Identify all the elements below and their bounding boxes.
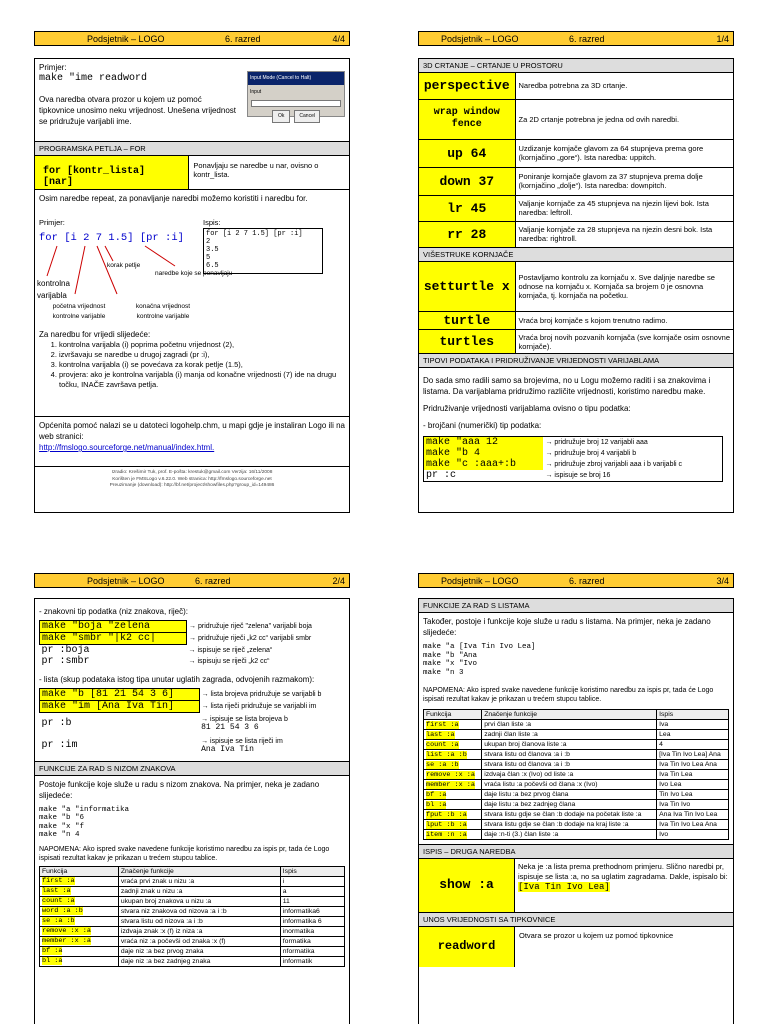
list-desc: → lista brojeva pridružuje se varijabli b: [201, 691, 322, 698]
list-output: Ana Iva Tin: [201, 744, 254, 754]
3d-commands-table: [419, 73, 733, 248]
function-meaning: daje listu :a bez zadnjeg člana: [482, 800, 657, 810]
function-name: remove :x :a: [426, 770, 475, 779]
function-meaning: stvara listu od nizova :a i :b: [118, 916, 280, 926]
function-output: Ivo Lea: [657, 780, 729, 790]
function-name: item :n :a: [426, 830, 467, 839]
cmd-setturtle: setturtle x: [419, 262, 515, 312]
list-desc: → ispisuje se lista riječi im: [201, 737, 283, 745]
section-for: PROGRAMSKA PETLJA – FOR: [35, 141, 349, 156]
function-name: count :a: [426, 740, 459, 749]
cmd-readword: readword: [419, 927, 515, 967]
function-name: word :a :b: [42, 907, 83, 915]
list-functions-text: Također, postoje i funkcije koje služe u radu s listama. Na primjer, neka je zadano slijedeće:: [423, 617, 711, 637]
list-output: 81 21 54 3 6: [201, 722, 259, 732]
list-desc-cell: [199, 735, 344, 757]
annotation-konacna: konačna vrijednost kontrolne varijable: [135, 303, 191, 320]
table-row: [40, 876, 345, 886]
footer-line: Izradio: Krešimir Tuk, prof. E-pošta: krestuk@gmail.com Verzija: 16/11/2008: [111, 470, 273, 475]
function-name: last :a: [426, 730, 455, 739]
cmd-perspective: perspective: [419, 73, 515, 99]
function-output: inormatika: [280, 926, 344, 936]
table-row: [40, 956, 345, 966]
annotation-naredbe: naredbe koje se ponavljaju: [155, 270, 233, 277]
output-line: 5: [206, 254, 211, 262]
table-row: [424, 810, 729, 820]
function-meaning: prvi član liste :a: [482, 720, 657, 730]
header-title: Podsjetnik – LOGO: [87, 34, 165, 44]
string-setup-code: make "a "informatika make "b "6 make "x "f make "n 4: [39, 805, 130, 839]
for-intro: Osim naredbe repeat, za ponavljanje naredbi možemo koristiti i naredbu for.: [39, 194, 308, 203]
list-setup-code: make "a [Iva Tin Ivo Lea] make "b "Ana make "x "Ivo make "n 3: [423, 643, 536, 677]
function-meaning: stvara listu od članova :a i :b: [482, 750, 657, 760]
function-output: formatika: [280, 936, 344, 946]
table-row: [40, 906, 345, 916]
string-note: NAPOMENA: Ako ispred svake navedene funkcije koristimo naredbu za ispis pr, tada će Logo ispisati rezultat kakav je prikazan u trećem stupcu tablice.: [39, 845, 330, 862]
function-name: se :a :b: [426, 760, 459, 769]
page-3: [418, 598, 734, 1024]
cmd-lr: lr 45: [419, 195, 515, 221]
list-note: NAPOMENA: Ako ispred svake navedene funkcije koristimo naredbu za ispis pr, tada će Logo ispisati rezultat kakav je prikazan u trećem stupcu tablice.: [423, 687, 714, 703]
page-number: 3/4: [716, 576, 729, 586]
page-header: [418, 573, 734, 588]
output-line: 3.5: [206, 246, 219, 254]
numeric-desc: → pridružuje broj 12 varijabli aaa: [545, 439, 648, 446]
section-show: ISPIS – DRUGA NAREDBA: [419, 844, 733, 859]
table-row: [424, 780, 729, 790]
list-cmd: make "b [81 21 54 3 6]: [40, 689, 200, 701]
list-desc-cell: [199, 713, 344, 735]
list-cmd: make "im [Ana Iva Tin]: [40, 701, 200, 713]
header-title: Podsjetnik – LOGO: [87, 576, 165, 586]
header-title: Podsjetnik – LOGO: [441, 576, 519, 586]
output-line: 6.5: [206, 262, 219, 270]
ok-button[interactable]: Ok: [272, 110, 290, 123]
list-cmd: pr :b: [41, 718, 72, 730]
function-meaning: ukupan broj znakova u nizu :a: [118, 896, 280, 906]
function-name: bl :a: [426, 800, 447, 809]
string-functions-text: Postoje funkcije koje služe u radu s nizom znakova. Na primjer, neka je zadano slijedeće:: [39, 779, 320, 800]
rule-item: 2. izvršavaju se naredbe u drugoj zagradi (pr :i),: [59, 350, 345, 360]
numeric-desc: → pridružuje zbroj varijabli aaa i b varijabli c: [545, 461, 683, 468]
numeric-cmd: make "aaa 12: [424, 437, 544, 449]
header-grade: 6. razred: [569, 576, 605, 586]
table-row: [424, 750, 729, 760]
section-input: UNOS VRIJEDNOSTI SA TIPKOVNICE: [419, 913, 733, 927]
annotation-kontrolna: kontrolna varijabla: [37, 279, 70, 300]
string-type-title: - znakovni tip podatka (niz znakova, riječ):: [39, 607, 188, 616]
table-row: [40, 926, 345, 936]
th-function: Funkcija: [424, 710, 482, 720]
header-grade: 6. razred: [569, 34, 605, 44]
table-row: [424, 830, 729, 840]
dialog-title: Input Mode (Cancel to Halt): [248, 72, 344, 85]
cmd-description: Uzdizanje kornjače glavom za 64 stupnjeva prema gore (kornjačino „gore“). Ista naredba: uppitch.: [515, 139, 733, 167]
header-grade: 6. razred: [195, 576, 231, 586]
table-row: [424, 820, 729, 830]
function-output: Iva Tin Ivo Lea Ana: [657, 820, 729, 830]
cmd-description: Valjanje kornjače za 45 stupnjeva na njezin lijevi bok. Ista naredba: leftroll.: [515, 195, 733, 221]
table-row: [424, 740, 729, 750]
function-meaning: daje niz :a bez prvog znaka: [118, 946, 280, 956]
function-name: last :a: [42, 887, 71, 895]
numeric-desc: → pridružuje broj 4 varijabli b: [545, 450, 637, 457]
function-output: Iva Tin Lea: [657, 770, 729, 780]
string-functions-table: [39, 866, 345, 967]
cmd-description: Za 2D crtanje potrebna je jedna od ovih naredbi.: [515, 99, 733, 139]
cmd-wrap-label: wrap window fence: [433, 107, 500, 130]
function-meaning: daje niz :a bez zadnjeg znaka: [118, 956, 280, 966]
function-name: se :a :b: [42, 917, 75, 925]
function-name: bl :a: [42, 957, 63, 965]
function-output: informatik: [280, 956, 344, 966]
cmd-description: Valjanje kornjače za 28 stupnjeva na njezin desni bok. Ista naredba: rightroll.: [515, 221, 733, 247]
header-title: Podsjetnik – LOGO: [441, 34, 519, 44]
function-meaning: izdvaja znak :x (f) iz niza :a: [118, 926, 280, 936]
function-output: nformatika: [280, 946, 344, 956]
table-row: [40, 946, 345, 956]
function-name: first :a: [426, 720, 459, 729]
string-desc: → pridružuje riječ "zelena" varijabli boja: [189, 623, 312, 630]
function-name: bf :a: [426, 790, 447, 799]
string-cmd: make "boja "zelena: [40, 621, 187, 633]
dialog-input[interactable]: [251, 100, 341, 107]
show-output: [Iva Tin Ivo Lea]: [518, 882, 610, 892]
list-desc: → ispisuje se lista brojeva b: [201, 715, 288, 723]
string-cmd: pr :boja: [41, 645, 90, 656]
table-row: [40, 886, 345, 896]
rule-item: 3. kontrolna varijabla (i) se povećava za korak petlje (1.5),: [59, 360, 345, 370]
function-output: 11: [280, 896, 344, 906]
function-output: informatika6: [280, 906, 344, 916]
table-row: [424, 770, 729, 780]
function-output: Tin Ivo Lea: [657, 790, 729, 800]
annotation-pocetna: početna vrijednost kontrolne varijable: [52, 303, 106, 320]
cancel-button[interactable]: Cancel: [294, 110, 320, 123]
output-label: Ispis:: [203, 218, 221, 227]
numeric-cmd: make "c :aaa+:b: [424, 459, 544, 470]
th-output: Ispis: [657, 710, 729, 720]
function-meaning: izdvaja član :x (Ivo) od liste :a: [482, 770, 657, 780]
numeric-cmd: pr :c: [426, 470, 457, 481]
function-name: bf :a: [42, 947, 63, 955]
list-desc: → lista riječi pridružuje se varijabli im: [201, 703, 317, 710]
string-desc: → ispisuje se riječ „zelena“: [188, 646, 273, 654]
function-output: i: [280, 876, 344, 886]
for-example: for [i 2 7 1.5] [pr :i]: [39, 232, 184, 244]
page-1: [418, 58, 734, 513]
table-row: [424, 730, 729, 740]
function-output: [Iva Tin Ivo Lea] Ana: [657, 750, 729, 760]
cmd-description: Poniranje kornjače glavom za 37 stupnjeva prema dolje (kornjačino „dolje“). Ista naredba: downpitch.: [515, 167, 733, 195]
footer-line: Korišten je FMSLogo v.6.22.0. Web stranica: http://fmslogo.sourceforge.net: [112, 476, 272, 482]
th-meaning: Značenje funkcije: [482, 710, 657, 720]
table-row: [40, 896, 345, 906]
header-grade: 6. razred: [225, 34, 261, 44]
cmd-rr: rr 28: [419, 221, 515, 247]
function-meaning: stvara listu gdje se član :b dodaje na početak liste :a: [482, 810, 657, 820]
table-row: [424, 760, 729, 770]
page-number: 2/4: [332, 576, 345, 586]
for-description: Ponavljaju se naredbe u nar, ovisno o kontr_lista.: [193, 161, 319, 179]
th-output: Ispis: [280, 866, 344, 876]
function-output: Iva Tin Ivo: [657, 800, 729, 810]
function-output: Iva: [657, 720, 729, 730]
cmd-up: up 64: [419, 139, 515, 167]
list-cmd: pr :im: [41, 740, 78, 751]
readword-description: Otvara se prozor u kojem uz pomoć tipkovnice: [519, 931, 674, 940]
table-row: [40, 916, 345, 926]
function-name: fput :b :a: [426, 810, 467, 819]
rule-item: 1. kontrolna varijabla (i) poprima početnu vrijednost (2),: [59, 340, 345, 350]
cmd-wrap-window-fence: [419, 99, 515, 139]
numeric-desc: → ispisuje se broj 16: [545, 472, 611, 479]
page-number: 4/4: [332, 34, 345, 44]
function-name: first :a: [42, 877, 75, 885]
numeric-examples: [423, 436, 723, 482]
example-label: Primjer:: [39, 63, 67, 72]
function-output: 4: [657, 740, 729, 750]
table-row: [424, 800, 729, 810]
annotation-korak: korak petlje: [107, 262, 141, 269]
output-line: for [i 2 7 1.5] [pr :i]: [206, 230, 303, 238]
section-turtles: VIŠESTRUKE KORNJAČE: [419, 248, 733, 262]
function-meaning: stvara niz znakova od nizova :a i :b: [118, 906, 280, 916]
page-header: [34, 573, 350, 588]
output-box: [203, 228, 323, 274]
page-number: 1/4: [716, 34, 729, 44]
function-meaning: vraća prvi znak u nizu :a: [118, 876, 280, 886]
types-text: Do sada smo radili samo sa brojevima, no u Logu možemo raditi i sa znakovima i listama. Da varijablama pridružimo različite vrijednosti, koristimo naredbu make.: [423, 376, 711, 396]
page-4: [34, 58, 350, 513]
function-name: list :a :b: [426, 750, 467, 759]
th-meaning: Značenje funkcije: [118, 866, 280, 876]
function-name: remove :x :a: [42, 927, 91, 935]
function-meaning: ukupan broj članova liste :a: [482, 740, 657, 750]
cmd-description: Vraća broj kornjače s kojom trenutno radimo.: [515, 312, 733, 330]
string-examples: [39, 620, 345, 667]
output-line: 2: [206, 238, 211, 246]
rule-item: 4. provjera: ako je kontrolna varijabla (i) manja od konačne vrijednosti (7) ide na drugu točku, INAČE završava petlja.: [59, 370, 345, 390]
function-output: Ivo: [657, 830, 729, 840]
page-2: [34, 598, 350, 1024]
list-examples: [39, 688, 345, 757]
section-data-types: TIPOVI PODATAKA I PRIDRUŽIVANJE VRIJEDNOSTI VARIJABLAMA: [419, 354, 733, 368]
page-header: [34, 31, 350, 46]
string-cmd: make "smbr "|k2 cc|: [40, 633, 187, 645]
function-output: Ana Iva Tin Ivo Lea: [657, 810, 729, 820]
section-3d: 3D CRTANJE – CRTANJE U PROSTORU: [419, 59, 733, 73]
cmd-show: show :a: [419, 859, 515, 912]
function-meaning: daje :n-ti (3.) član liste :a: [482, 830, 657, 840]
list-functions-table: [423, 709, 729, 840]
function-meaning: daje listu :a bez prvog člana: [482, 790, 657, 800]
cmd-turtle: turtle: [419, 312, 515, 330]
function-output: Lea: [657, 730, 729, 740]
list-type-title: - lista (skup podataka istog tipa unutar uglatih zagrada, odvojenih razmakom):: [39, 675, 315, 684]
cmd-description: Vraća broj novih pozvanih kornjača (sve kornjače osim osnovne kornjače).: [515, 330, 733, 354]
string-cmd: pr :smbr: [41, 656, 90, 667]
string-desc: → pridružuje riječi „k2 cc“ varijabli smbr: [189, 635, 312, 642]
section-list-functions: FUNKCIJE ZA RAD S LISTAMA: [419, 599, 733, 613]
function-output: Iva Tin Ivo Lea Ana: [657, 760, 729, 770]
input-dialog: [247, 71, 345, 117]
th-function: Funkcija: [40, 866, 119, 876]
show-description: Neka je :a lista prema prethodnom primjeru. Slično naredbi pr, ispisuje se lista :a, no sa uglatim zagradama. Dakle, ispisalo bi:: [518, 862, 728, 881]
function-meaning: vraća listu :a počevši od člana :x (Ivo): [482, 780, 657, 790]
table-row: [424, 720, 729, 730]
footer-line: Preuzimanje (download): http://bf.net/project/showfiles.php?group_id=149486: [109, 483, 275, 488]
function-name: member :x :a: [426, 780, 475, 789]
help-link[interactable]: http://fmslogo.sourceforge.net/manual/index.html.: [39, 443, 215, 452]
function-meaning: zadnji znak u nizu :a: [118, 886, 280, 896]
cmd-description: Postavljamo kontrolu za kornjaču x. Sve daljnje naredbe se odnose na kornjaču x. Kornjača sa brojem 0 je osnovna kornjača, tj. kornjača na početku.: [515, 262, 733, 312]
readword-description: Ova naredba otvara prozor u kojem uz pomoć tipkovnice unosimo neku vrijednost. Unešena vrijednost se pridružuje varijabli ime.: [39, 95, 236, 126]
turtle-commands-table: [419, 262, 733, 355]
cmd-down: down 37: [419, 167, 515, 195]
string-desc: → ispisuju se riječi „k2 cc“: [188, 658, 270, 665]
numeric-cmd: make "b 4: [424, 448, 544, 459]
function-meaning: zadnji član liste :a: [482, 730, 657, 740]
for-syntax: for [kontr_lista] [nar]: [35, 156, 189, 189]
section-string-functions: FUNKCIJE ZA RAD S NIZOM ZNAKOVA: [35, 761, 349, 776]
function-name: lput :b :a: [426, 820, 467, 829]
function-name: member :x :a: [42, 937, 91, 945]
function-output: informatika 6: [280, 916, 344, 926]
rules-intro: Za naredbu for vrijedi slijedeće:: [39, 330, 151, 339]
table-row: [424, 790, 729, 800]
page-header: [418, 31, 734, 46]
function-meaning: vraća niz :a počevši od znaka :x (f): [118, 936, 280, 946]
help-text: Općenita pomoć nalazi se u datoteci logohelp.chm, u mapi gdje je instaliran Logo ili na web stranici:: [39, 421, 345, 441]
example-label-2: Primjer:: [39, 218, 65, 227]
types-text-2: Pridruživanje vrijednosti varijablama ovisno o tipu podatka:: [423, 404, 631, 413]
function-meaning: stvara listu gdje se član :b dodaje na kraj liste :a: [482, 820, 657, 830]
function-name: count :a: [42, 897, 75, 905]
numeric-title: - brojčani (numerički) tip podatka:: [423, 421, 542, 430]
function-output: a: [280, 886, 344, 896]
cmd-turtles: turtles: [419, 330, 515, 354]
dialog-label: Input: [250, 89, 262, 95]
cmd-description: Naredba potrebna za 3D crtanje.: [515, 73, 733, 99]
readword-example: make "ime readword: [39, 73, 148, 84]
function-meaning: stvara listu od članova :a i :b: [482, 760, 657, 770]
table-row: [40, 936, 345, 946]
